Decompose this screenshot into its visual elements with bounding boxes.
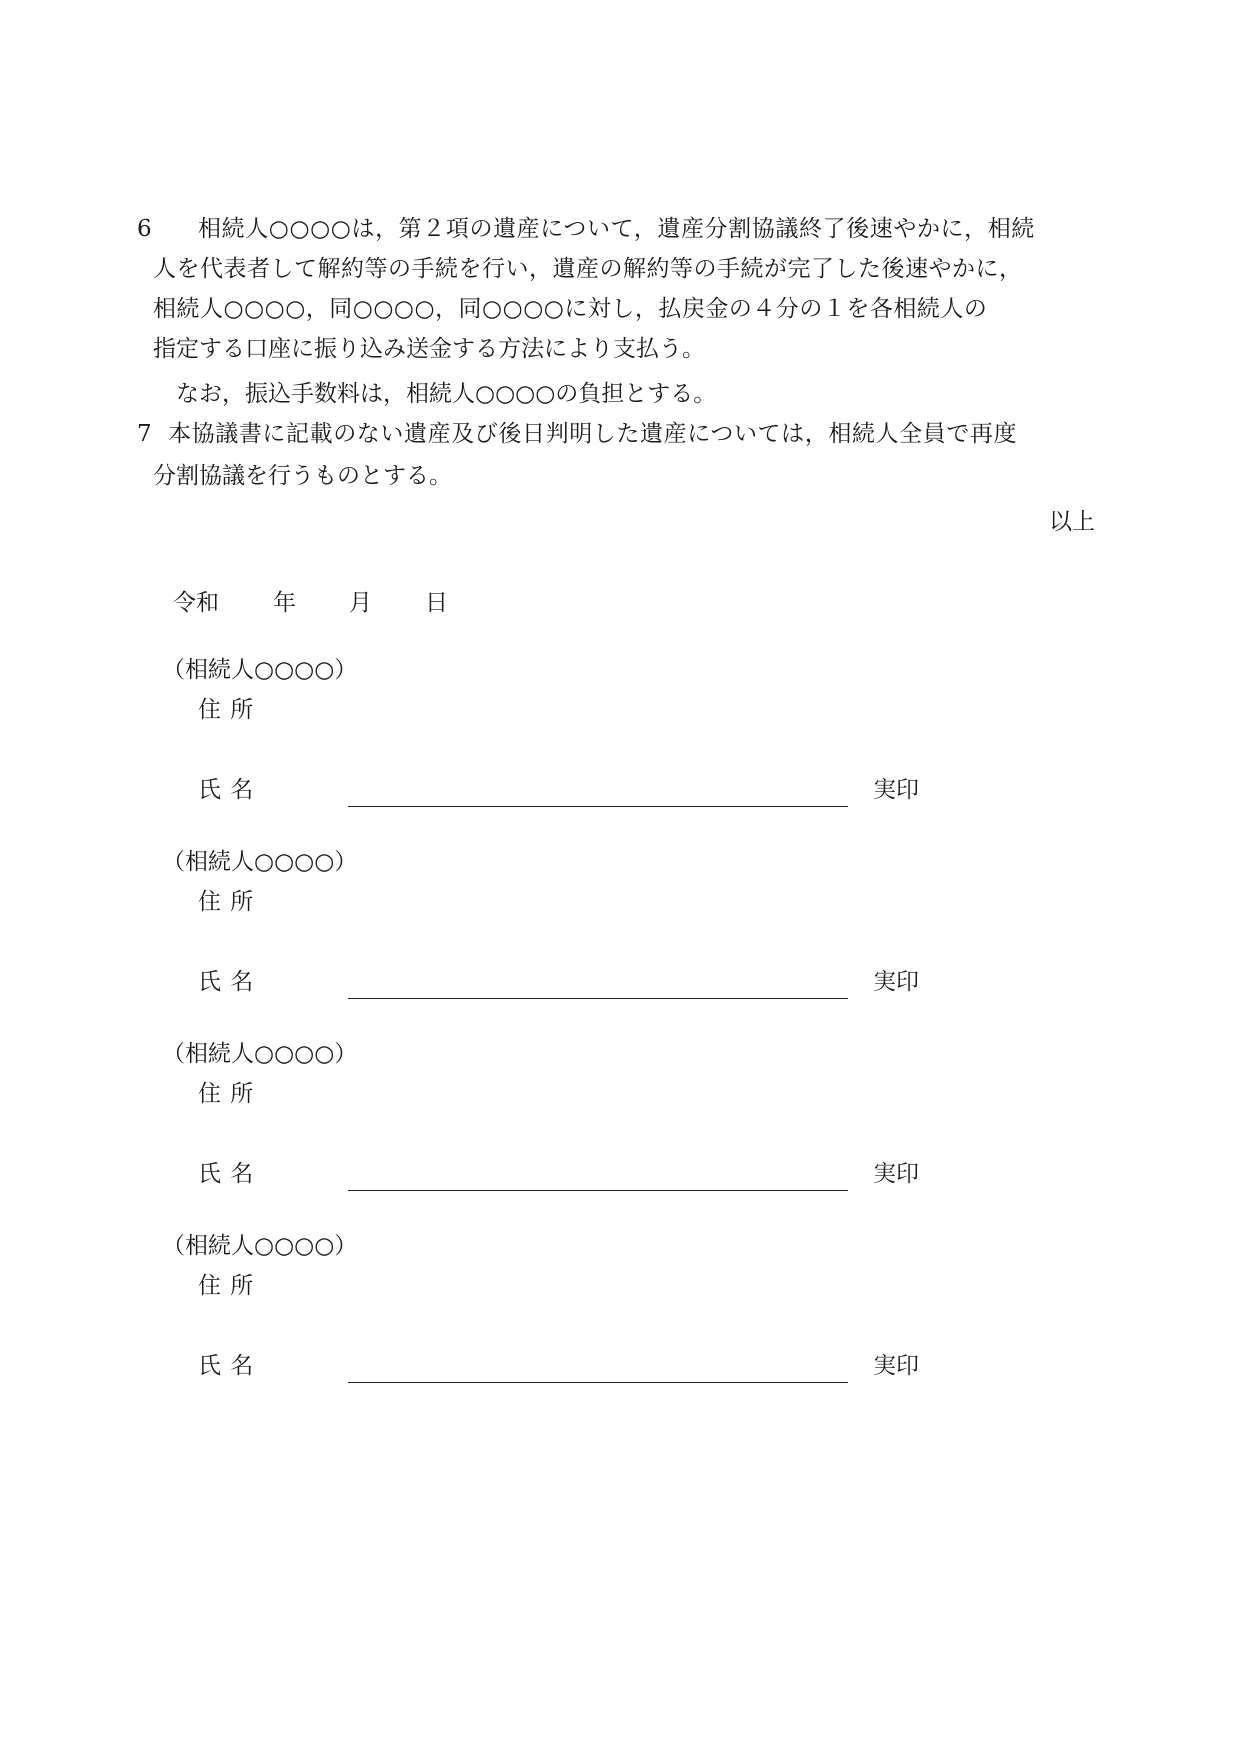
- heir-label: （相続人○○○○）: [162, 849, 358, 875]
- date-month: 月: [349, 590, 372, 616]
- date-day: 日: [425, 590, 448, 616]
- clause-text-line: 相続人○○○○，同○○○○，同○○○○に対し，払戻金の４分の１を各相続人の: [153, 296, 988, 322]
- name-label: 氏名: [198, 1161, 263, 1187]
- address-label: 住所: [198, 697, 263, 723]
- address-label: 住所: [198, 1273, 263, 1299]
- clause-text-line: 人を代表者して解約等の手続を行い，遺産の解約等の手続が完了した後速やかに，: [153, 256, 1023, 282]
- heir-signature-block: [0, 843, 1240, 1033]
- heir-label: （相続人○○○○）: [162, 1233, 358, 1259]
- clause-number: 7: [137, 421, 152, 447]
- seal-label: 実印: [873, 1161, 919, 1187]
- closing-remark: 以上: [1049, 509, 1095, 535]
- date-era: 令和: [173, 590, 219, 616]
- address-label: 住所: [198, 889, 263, 915]
- clause-text-line: 分割協議を行うものとする。: [153, 463, 452, 489]
- clause-number: 6: [137, 216, 152, 242]
- signature-line[interactable]: [348, 998, 848, 999]
- signature-line[interactable]: [348, 806, 848, 807]
- seal-label: 実印: [873, 777, 919, 803]
- heir-signature-block: [0, 1035, 1240, 1225]
- seal-label: 実印: [873, 1353, 919, 1379]
- date-year: 年: [273, 590, 296, 616]
- clause-text-line: 相続人○○○○は，第２項の遺産について，遺産分割協議終了後速やかに，相続: [198, 216, 1035, 242]
- clause-text-line: 指定する口座に振り込み送金する方法により支払う。: [153, 336, 705, 362]
- clause-text-line: なお，振込手数料は，相続人○○○○の負担とする。: [176, 381, 717, 407]
- signature-line[interactable]: [348, 1190, 848, 1191]
- name-label: 氏名: [198, 777, 263, 803]
- heir-label: （相続人○○○○）: [162, 657, 358, 683]
- clause-text-line: 本協議書に記載のない遺産及び後日判明した遺産については，相続人全員で再度: [168, 421, 1018, 447]
- signature-line[interactable]: [348, 1382, 848, 1383]
- heir-label: （相続人○○○○）: [162, 1041, 358, 1067]
- name-label: 氏名: [198, 1353, 263, 1379]
- heir-signature-block: [0, 1227, 1240, 1417]
- seal-label: 実印: [873, 969, 919, 995]
- address-label: 住所: [198, 1081, 263, 1107]
- name-label: 氏名: [198, 969, 263, 995]
- heir-signature-block: [0, 651, 1240, 841]
